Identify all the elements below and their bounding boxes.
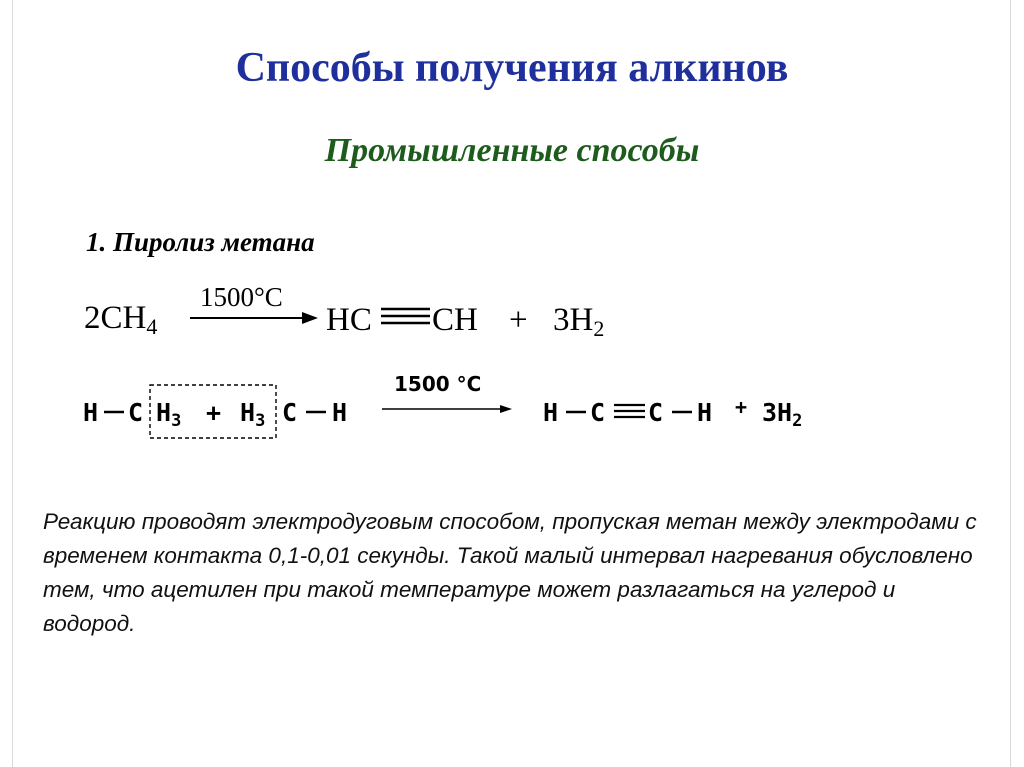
eq2-dashed-box bbox=[150, 385, 276, 438]
eq2-h2: H bbox=[332, 398, 348, 427]
eq1-arrow bbox=[190, 312, 318, 324]
eq2-arrow bbox=[382, 405, 512, 413]
eq2-plus2: + bbox=[735, 395, 748, 419]
eq1-plus: + bbox=[509, 302, 528, 338]
eq1-triple-bond bbox=[381, 309, 430, 323]
eq2-product-c1: C bbox=[590, 398, 606, 427]
eq2-condition: 1500 °C bbox=[394, 372, 482, 396]
description-text: Реакцию проводят электродуговым способом, пропуская метан между электродами с временем контакта 0,1-0,01 секунды. Такой малый интервал нагревания обусловлено тем, что ацетилен при такой температуре может разлагаться на углерод и водород. bbox=[43, 509, 977, 636]
slide-subtitle: Промышленные способы bbox=[324, 132, 700, 169]
eq1-product-hc: HC bbox=[326, 302, 372, 338]
eq2-plus1: + bbox=[206, 398, 222, 427]
eq2-product-h2: H bbox=[697, 398, 713, 427]
eq1-condition: 1500°C bbox=[200, 282, 283, 312]
eq1-product-ch: CH bbox=[432, 302, 478, 338]
eq2-ch3-left: $H_3$ bbox=[156, 398, 182, 431]
eq1-reactant: $2CH_4$ bbox=[84, 300, 158, 339]
eq2-ch3-right: $H_3$ bbox=[240, 398, 266, 431]
eq2-product-c2: C bbox=[648, 398, 664, 427]
eq2-c2: C bbox=[282, 398, 298, 427]
slide-title: Способы получения алкинов bbox=[235, 45, 789, 91]
section-heading: 1. Пиролиз метана bbox=[86, 227, 315, 257]
eq1-hydrogen: $3H_2$ bbox=[553, 302, 605, 341]
eq2-product-h1: H bbox=[543, 398, 559, 427]
eq2-product-hydrogen: $3H_2$ bbox=[762, 398, 803, 431]
eq2-c1: C bbox=[128, 398, 144, 427]
eq2-product-triple-bond bbox=[614, 405, 645, 417]
eq2-h1: H bbox=[83, 398, 99, 427]
